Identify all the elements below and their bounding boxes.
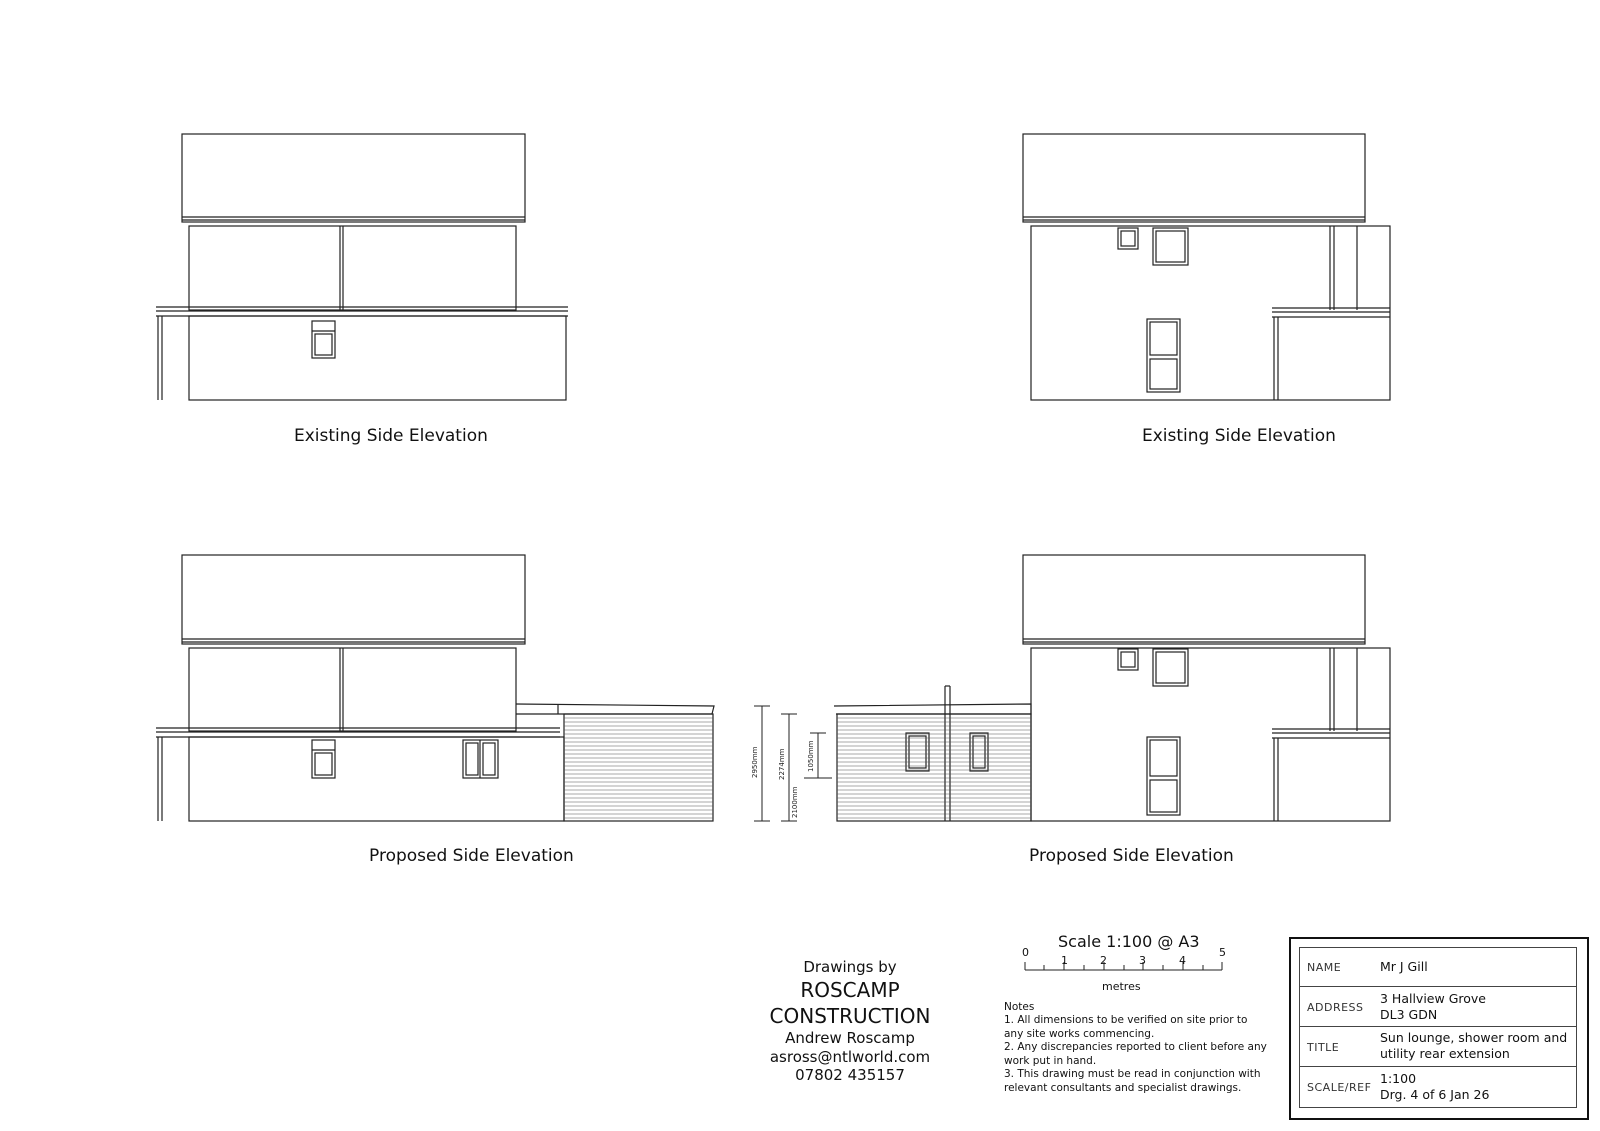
address-key: ADDRESS <box>1307 1001 1364 1014</box>
caption-proposed-left: Proposed Side Elevation <box>369 846 574 866</box>
dim-2100: 2100mm <box>791 786 799 818</box>
caption-existing-right: Existing Side Elevation <box>1142 426 1336 446</box>
author-email[interactable]: asross@ntlworld.com <box>769 1047 931 1066</box>
scale-bar <box>1025 962 1222 970</box>
existing-left-elevation <box>156 134 568 400</box>
drawing-ref: Drg. 4 of 6 Jan 26 <box>1380 1087 1490 1102</box>
scale-tick-5: 5 <box>1219 946 1226 959</box>
proposed-right-elevation <box>834 555 1390 821</box>
client-name: Mr J Gill <box>1380 959 1428 974</box>
address-line-2: DL3 GDN <box>1380 1007 1438 1022</box>
name-key: NAME <box>1307 961 1342 974</box>
notes-block <box>1004 1001 1269 1095</box>
title-block <box>1299 947 1577 1108</box>
cladding-hatch-right <box>837 718 1031 818</box>
dim-2274: 2274mm <box>778 748 786 780</box>
note-item-3: 3. This drawing must be read in conjunction with relevant consultants and specialist drawings. <box>1004 1068 1261 1094</box>
title-key: TITLE <box>1307 1041 1340 1054</box>
title-line-2: utility rear extension <box>1380 1046 1510 1061</box>
dim-1050: 1050mm <box>807 740 815 772</box>
credits-line1: Drawings by <box>803 958 897 976</box>
title-block-row-name <box>1300 948 1576 987</box>
scale-tick-4: 4 <box>1179 954 1186 967</box>
dim-2950: 2950mm <box>751 746 759 778</box>
author-phone: 07802 435157 <box>795 1066 905 1085</box>
notes-heading: Notes <box>1004 1001 1035 1013</box>
scale-title: Scale 1:100 @ A3 <box>1058 932 1200 951</box>
address-line-1: 3 Hallview Grove <box>1380 991 1486 1006</box>
scale-tick-2: 2 <box>1100 954 1107 967</box>
proposed-left-elevation <box>156 555 714 821</box>
company-name-1: ROSCAMP <box>800 977 900 1002</box>
note-item-2: 2. Any discrepancies reported to client before any work put in hand. <box>1004 1041 1267 1067</box>
credits-block <box>760 958 940 1085</box>
scale-ref-key: SCALE/REF <box>1307 1081 1372 1094</box>
title-block-row-title <box>1300 1027 1576 1067</box>
title-block-row-scale <box>1300 1067 1576 1107</box>
title-block-row-address <box>1300 987 1576 1027</box>
cladding-hatch-left <box>564 718 713 818</box>
caption-existing-left: Existing Side Elevation <box>294 426 488 446</box>
scale-tick-1: 1 <box>1061 954 1068 967</box>
scale-unit: metres <box>1102 980 1141 993</box>
scale-tick-3: 3 <box>1139 954 1146 967</box>
scale-value: 1:100 <box>1380 1071 1417 1086</box>
company-name-2: CONSTRUCTION <box>769 1003 931 1028</box>
title-line-1: Sun lounge, shower room and <box>1380 1030 1568 1045</box>
existing-right-elevation <box>1023 134 1390 400</box>
scale-tick-0: 0 <box>1022 946 1029 959</box>
note-item-1: 1. All dimensions to be verified on site prior to any site works commencing. <box>1004 1014 1248 1040</box>
author-name: Andrew Roscamp <box>785 1028 915 1047</box>
caption-proposed-right: Proposed Side Elevation <box>1029 846 1234 866</box>
